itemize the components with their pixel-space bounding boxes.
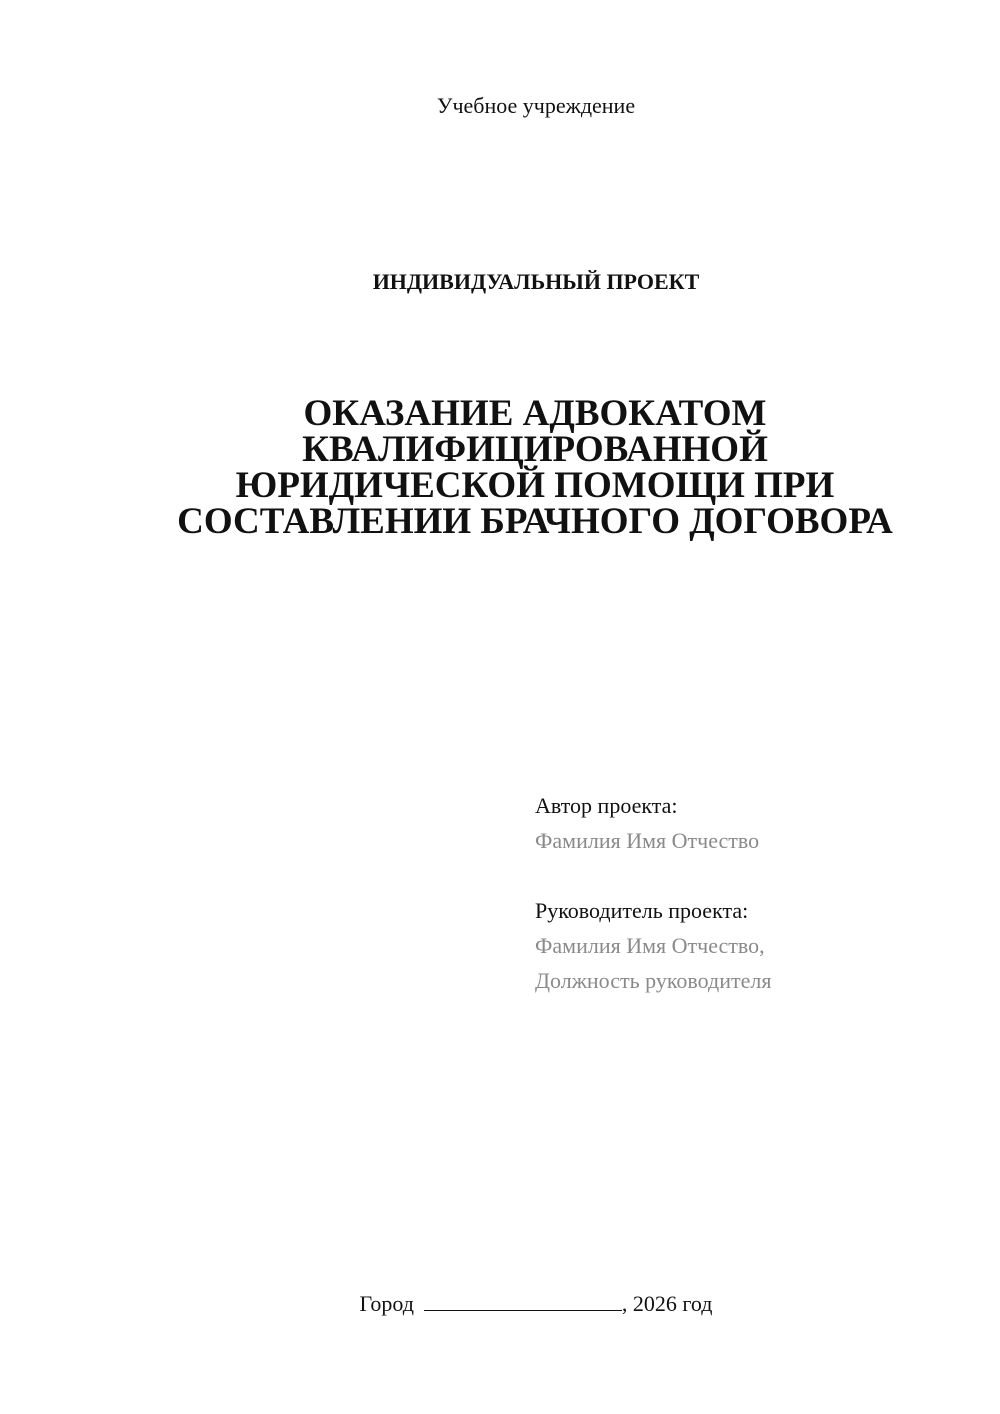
project-credits (535, 788, 975, 998)
city-label: Город (359, 1291, 414, 1316)
year-text: , 2026 год (621, 1291, 713, 1316)
spacer (535, 858, 975, 893)
institution-name: Учебное учреждение (436, 93, 636, 118)
project-title (100, 393, 970, 542)
project-title-line: ЮРИДИЧЕСКОЙ ПОМОЩИ ПРИ (235, 465, 835, 506)
city-blank-line (424, 1290, 622, 1311)
supervisor-label: Руководитель проекта: (535, 898, 749, 923)
project-title-line: СОСТАВЛЕНИИ БРАЧНОГО ДОГОВОРА (177, 501, 893, 542)
author-label: Автор проекта: (535, 793, 678, 818)
document-type: ИНДИВИДУАЛЬНЫЙ ПРОЕКТ (372, 269, 700, 294)
supervisor-name: Фамилия Имя Отчество, (535, 933, 765, 958)
city-year-line (0, 1290, 1000, 1318)
author-name: Фамилия Имя Отчество (535, 828, 760, 853)
supervisor-position: Должность руководителя (535, 968, 772, 993)
project-title-line: ОКАЗАНИЕ АДВОКАТОМ (303, 393, 767, 434)
project-title-line: КВАЛИФИЦИРОВАННОЙ (302, 429, 768, 470)
